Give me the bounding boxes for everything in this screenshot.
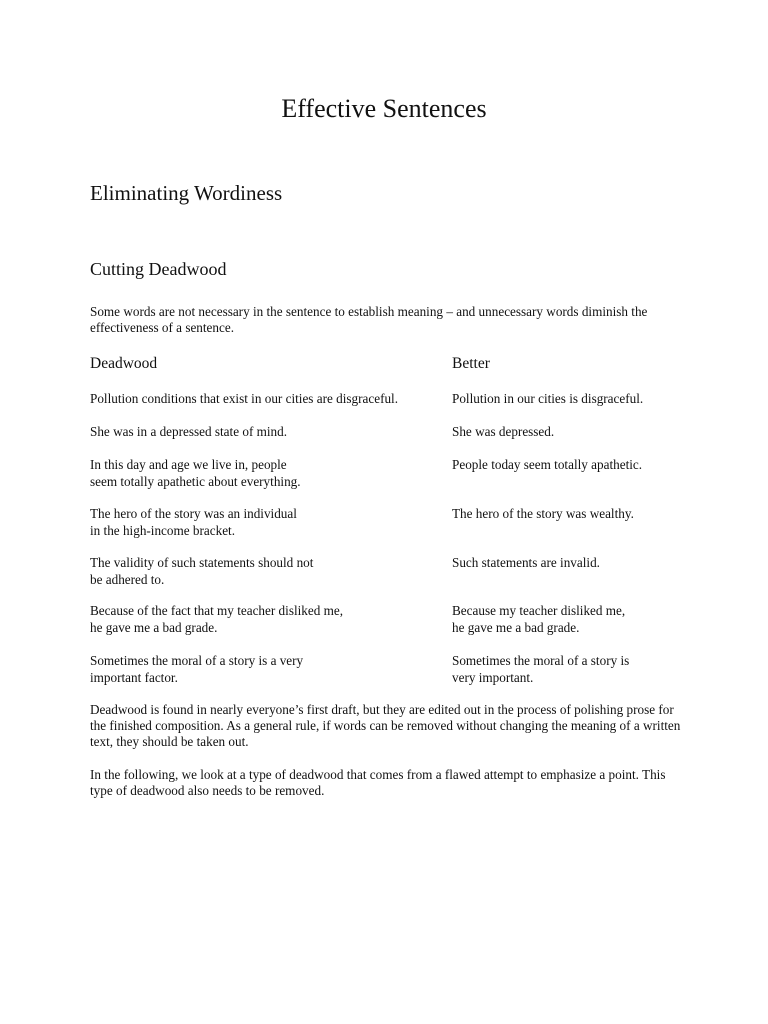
- deadwood-example: Because of the fact that my teacher disliked me, he gave me a bad grade.: [90, 603, 344, 635]
- better-example: People today seem totally apathetic.: [452, 457, 643, 472]
- better-example: She was depressed.: [452, 424, 555, 439]
- column-header-deadwood: Deadwood: [90, 355, 158, 372]
- document-title: Effective Sentences: [281, 94, 487, 123]
- deadwood-example: Sometimes the moral of a story is a very important factor.: [90, 653, 304, 685]
- better-example: Sometimes the moral of a story is very important.: [452, 653, 630, 685]
- better-example: Pollution in our cities is disgraceful.: [452, 391, 644, 406]
- better-example: Because my teacher disliked me, he gave me a bad grade.: [452, 603, 626, 635]
- better-example: The hero of the story was wealthy.: [452, 506, 634, 521]
- closing-paragraph: In the following, we look at a type of deadwood that comes from a flawed attempt to emphasize a point. This type of deadwood also needs to be removed.: [90, 767, 666, 798]
- deadwood-example: Pollution conditions that exist in our cities are disgraceful.: [90, 391, 399, 406]
- deadwood-example: She was in a depressed state of mind.: [90, 424, 288, 439]
- section-heading: Eliminating Wordiness: [90, 181, 283, 205]
- subsection-heading: Cutting Deadwood: [90, 259, 227, 279]
- deadwood-example: The validity of such statements should not be adhered to.: [90, 555, 314, 587]
- closing-paragraph: Deadwood is found in nearly everyone’s first draft, but they are edited out in the process of polishing prose for the finished composition. As a general rule, if words can be removed without changing the meaning of a written text, they should be taken out.: [90, 702, 681, 749]
- column-header-better: Better: [452, 355, 490, 372]
- intro-paragraph: Some words are not necessary in the sentence to establish meaning – and unnecessary words diminish the effectiveness of a sentence.: [90, 304, 648, 335]
- deadwood-example: In this day and age we live in, people seem totally apathetic about everything.: [90, 457, 301, 489]
- deadwood-example: The hero of the story was an individual in the high-income bracket.: [90, 506, 297, 538]
- better-example: Such statements are invalid.: [452, 555, 600, 570]
